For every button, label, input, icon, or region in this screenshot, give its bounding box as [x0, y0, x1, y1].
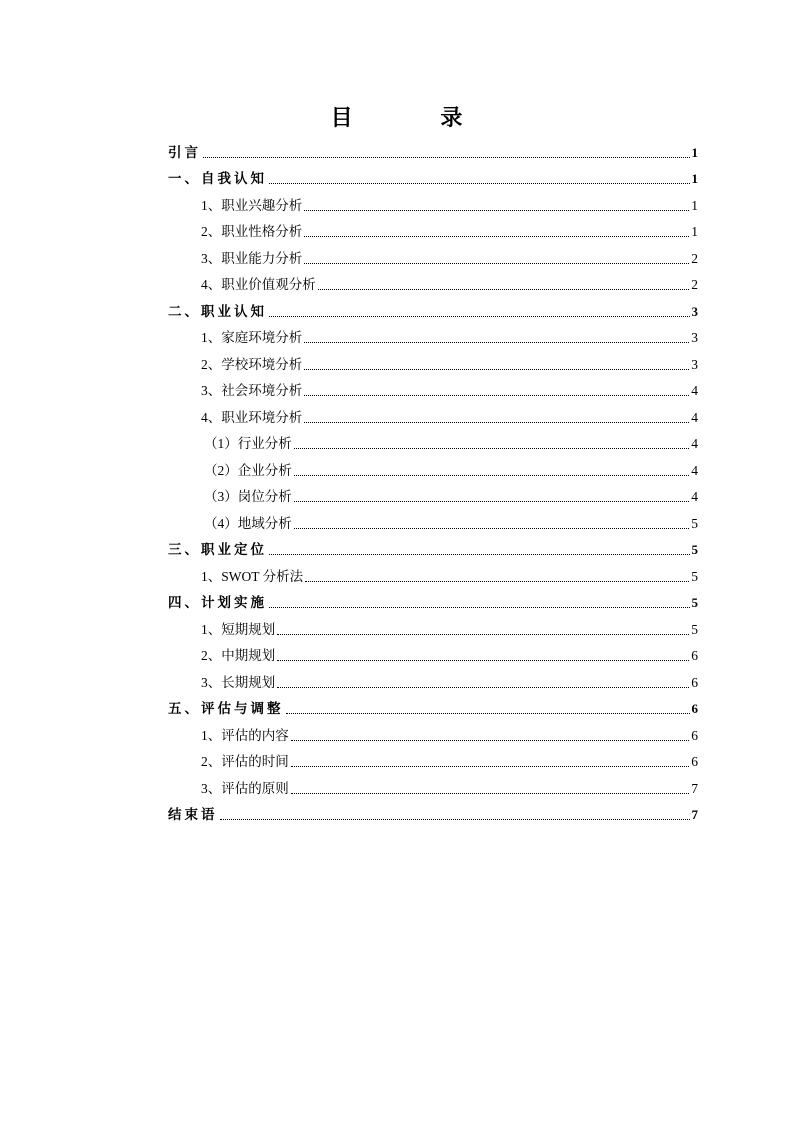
toc-dot-leader: [304, 263, 689, 264]
toc-dot-leader: [294, 475, 690, 476]
toc-entry[interactable]: [168, 693, 698, 720]
toc-dot-leader: [291, 766, 690, 767]
toc-entry-page-number: 1: [691, 171, 698, 186]
toc-dot-leader: [269, 316, 690, 317]
toc-entry-page-number: 2: [691, 250, 698, 266]
toc-entry[interactable]: [168, 507, 698, 534]
toc-dot-leader: [269, 554, 690, 555]
toc-entry-title: 4、职业价值观分析: [201, 277, 316, 292]
toc-entry-title: 1、家庭环境分析: [201, 330, 303, 345]
toc-entry-page-number: 5: [691, 595, 698, 610]
toc-entry[interactable]: [168, 322, 698, 349]
toc-entry[interactable]: [168, 242, 698, 269]
toc-entry-page-number: 2: [691, 277, 698, 292]
toc-entry-page-number: 7: [691, 780, 698, 796]
toc-entry[interactable]: [168, 640, 698, 667]
toc-dot-leader: [291, 793, 690, 794]
toc-dot-leader: [277, 687, 689, 688]
table-of-contents: [168, 136, 698, 825]
toc-entry[interactable]: [168, 136, 698, 163]
toc-entry-title: 4、职业环境分析: [201, 409, 303, 425]
toc-dot-leader: [294, 501, 690, 502]
toc-dot-leader: [277, 634, 689, 635]
toc-dot-leader: [294, 448, 690, 449]
toc-dot-leader: [304, 236, 689, 237]
toc-entry[interactable]: [168, 163, 698, 190]
toc-dot-leader: [220, 819, 690, 820]
toc-dot-leader: [305, 581, 689, 582]
toc-dot-leader: [318, 289, 690, 290]
toc-entry-title: 3、长期规划: [201, 674, 276, 690]
toc-entry-title: （4）地域分析: [204, 515, 292, 531]
toc-entry-page-number: 1: [691, 144, 698, 160]
toc-entry-page-number: 5: [691, 621, 698, 637]
toc-entry-title: （2）企业分析: [204, 462, 292, 478]
toc-dot-leader: [304, 422, 689, 423]
toc-entry[interactable]: [168, 401, 698, 428]
toc-entry[interactable]: [168, 189, 698, 216]
toc-entry-page-number: 4: [691, 383, 698, 398]
toc-entry-page-number: 6: [691, 754, 698, 769]
toc-entry-title: 三、职业定位: [168, 542, 267, 558]
toc-entry-page-number: 6: [691, 648, 698, 663]
toc-entry-page-number: 7: [691, 807, 698, 822]
page-title: 目 录: [330, 106, 503, 131]
toc-entry[interactable]: [168, 454, 698, 481]
toc-entry-title: 四、计划实施: [168, 595, 267, 611]
toc-entry-page-number: 4: [691, 462, 698, 478]
toc-entry-page-number: 3: [691, 356, 698, 372]
toc-entry-title: 五、评估与调整: [168, 701, 284, 717]
toc-entry[interactable]: [168, 295, 698, 322]
toc-entry[interactable]: [168, 719, 698, 746]
toc-entry-page-number: 1: [691, 224, 698, 239]
toc-entry-title: 1、评估的内容: [201, 727, 289, 743]
toc-entry-title: 2、中期规划: [201, 648, 276, 663]
toc-dot-leader: [304, 395, 689, 396]
toc-entry[interactable]: [168, 746, 698, 773]
toc-entry-page-number: 4: [691, 436, 698, 451]
toc-entry[interactable]: [168, 375, 698, 402]
toc-dot-leader: [269, 183, 690, 184]
toc-entry[interactable]: [168, 534, 698, 561]
toc-entry-page-number: 6: [691, 701, 698, 716]
toc-entry[interactable]: [168, 666, 698, 693]
toc-entry-title: 3、社会环境分析: [201, 383, 303, 398]
toc-entry-title: 2、职业性格分析: [201, 224, 303, 239]
toc-entry-page-number: 4: [691, 489, 698, 504]
toc-entry-title: 3、职业能力分析: [201, 250, 303, 266]
toc-entry-page-number: 5: [691, 542, 698, 557]
toc-entry-page-number: 5: [691, 568, 698, 584]
toc-entry-title: 二、职业认知: [168, 303, 267, 320]
toc-dot-leader: [286, 713, 690, 714]
toc-entry-title: （3）岗位分析: [204, 489, 292, 504]
toc-entry-title: （1）行业分析: [204, 436, 292, 451]
toc-entry-title: 1、SWOT 分析法: [201, 568, 304, 584]
toc-entry-title: 2、学校环境分析: [201, 356, 303, 372]
toc-entry-title: 结束语: [168, 807, 218, 823]
toc-entry-page-number: 3: [691, 330, 698, 345]
toc-entry-page-number: 6: [691, 674, 698, 690]
toc-entry[interactable]: [168, 428, 698, 455]
toc-dot-leader: [304, 210, 689, 211]
toc-dot-leader: [304, 342, 689, 343]
toc-entry[interactable]: [168, 613, 698, 640]
toc-dot-leader: [277, 660, 689, 661]
toc-entry[interactable]: [168, 348, 698, 375]
toc-entry[interactable]: [168, 481, 698, 508]
toc-entry[interactable]: [168, 772, 698, 799]
toc-entry-title: 2、评估的时间: [201, 754, 289, 769]
toc-entry[interactable]: [168, 216, 698, 243]
toc-dot-leader: [294, 528, 690, 529]
toc-dot-leader: [203, 157, 690, 158]
toc-entry-page-number: 4: [691, 409, 698, 425]
toc-dot-leader: [269, 607, 690, 608]
toc-dot-leader: [304, 369, 689, 370]
toc-dot-leader: [291, 740, 690, 741]
toc-entry-page-number: 6: [691, 727, 698, 743]
toc-entry[interactable]: [168, 799, 698, 826]
toc-entry-title: 1、短期规划: [201, 621, 276, 637]
toc-entry-title: 3、评估的原则: [201, 780, 289, 796]
toc-entry-page-number: 3: [691, 303, 698, 319]
toc-entry-title: 1、职业兴趣分析: [201, 197, 303, 213]
toc-entry-page-number: 5: [691, 515, 698, 531]
toc-entry-title: 引言: [168, 144, 201, 161]
toc-entry[interactable]: [168, 269, 698, 296]
toc-entry-page-number: 1: [691, 197, 698, 213]
toc-entry[interactable]: [168, 560, 698, 587]
toc-entry-title: 一、自我认知: [168, 171, 267, 187]
toc-entry[interactable]: [168, 587, 698, 614]
